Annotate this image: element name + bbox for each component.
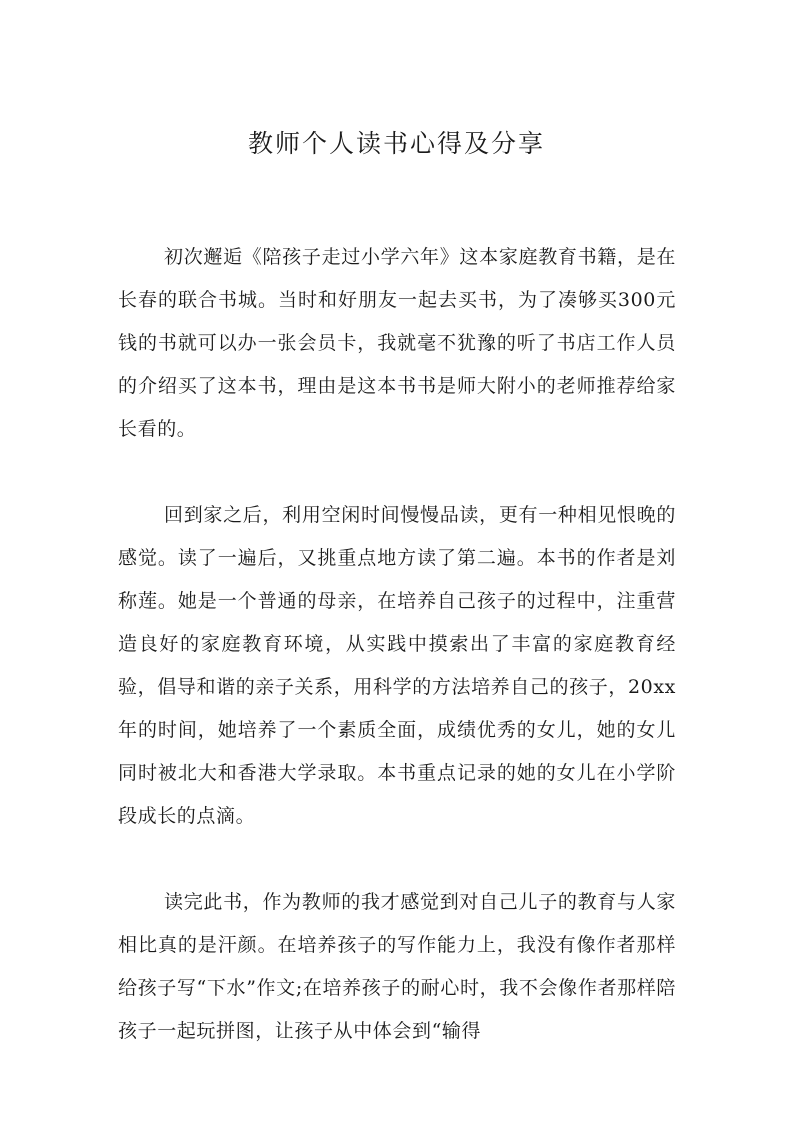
document-title: 教师个人读书心得及分享 — [247, 129, 545, 158]
document-body — [118, 236, 676, 1096]
paragraph: 回到家之后，利用空闲时间慢慢品读，更有一种相见恨晚的感觉。读了一遍后，又挑重点地方读了第二遍。本书的作者是刘称莲。她是一个普通的母亲，在培养自己孩子的过程中，注重营造良好的家庭教育环境，从实践中摸索出了丰富的家庭教育经验，倡导和谐的亲子关系，用科学的方法培养自己的孩子，20xx年的时间，她培养了一个素质全面，成绩优秀的女儿，她的女儿同时被北大和香港大学录取。本书重点记录的她的女儿在小学阶段成长的点滴。 — [118, 504, 676, 827]
paragraph: 初次邂逅《陪孩子走过小学六年》这本家庭教育书籍，是在长春的联合书城。当时和好朋友一起去买书，为了凑够买300元钱的书就可以办一张会员卡，我就毫不犹豫的听了书店工作人员的介绍买了这本书，理由是这本书书是师大附小的老师推荐给家长看的。 — [118, 246, 676, 440]
paragraph: 读完此书，作为教师的我才感觉到对自己儿子的教育与人家相比真的是汗颜。在培养孩子的写作能力上，我没有像作者那样给孩子写“下水”作文;在培养孩子的耐心时，我不会像作者那样陪孩子一起玩拼图，让孩子从中体会到“输得 — [118, 891, 676, 1042]
